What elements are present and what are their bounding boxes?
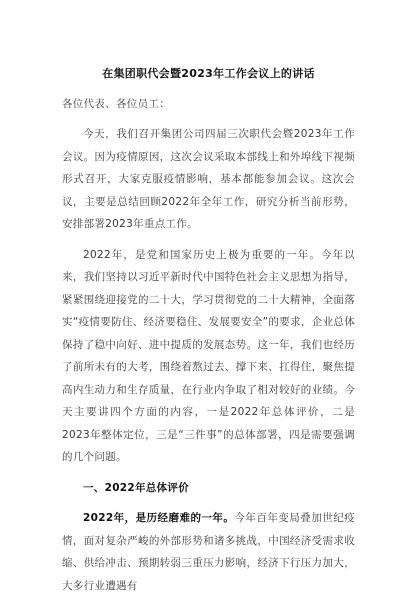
document-title: 在集团职代会暨2023年工作会议上的讲话 bbox=[102, 67, 315, 80]
paragraph-opening: 今天，我们召开集团公司四届三次职代会暨2023年工作会议。因为疫情原因，这次会议采取本部线上和外埠线下视频形式召开，大家克服疫情影响，基本都能参加会议。这次会议，主要是总结回顾2022年全年工作，研究分析当前形势，安排部署2023年重点工作。 bbox=[62, 128, 355, 230]
paragraph-body: 今年百年变局叠加世纪疫情，面对复杂严峻的外部形势和诸多挑战，中国经济受需求收缩、供给冲击、预期转弱三重压力影响，经济下行压力加大，大多行业遭遇有 bbox=[62, 512, 355, 592]
paragraph-lead: 2022年，是历经磨难的一年。 bbox=[83, 512, 235, 524]
section-heading: 一、2022年总体评价 bbox=[83, 481, 190, 494]
paragraph-year-review: 2022年，是党和国家历史上极为重要的一年。今年以来，我们坚持以习近平新时代中国特色社会主义思想为指导，紧紧围绕迎接党的二十大，学习贯彻党的二十大精神，全面落实“疫情要防住、经济要稳住、发展要安全”的要求，企业总体保持了稳中向好、进中提质的发展态势。这一年，我们也经历了前所未有的大考，围绕着熬过去、撑下来、扛得住，聚焦提高内生动力和生存质量，在行业内争取了相对较好的业绩。今天主要讲四个方面的内容，一是2022年总体评价，二是2023年整体定位，三是“三件事”的总体部署，四是需要强调的几个问题。 bbox=[62, 248, 355, 463]
greeting: 各位代表、各位员工： bbox=[62, 97, 170, 110]
paragraph-hardship bbox=[62, 507, 355, 597]
